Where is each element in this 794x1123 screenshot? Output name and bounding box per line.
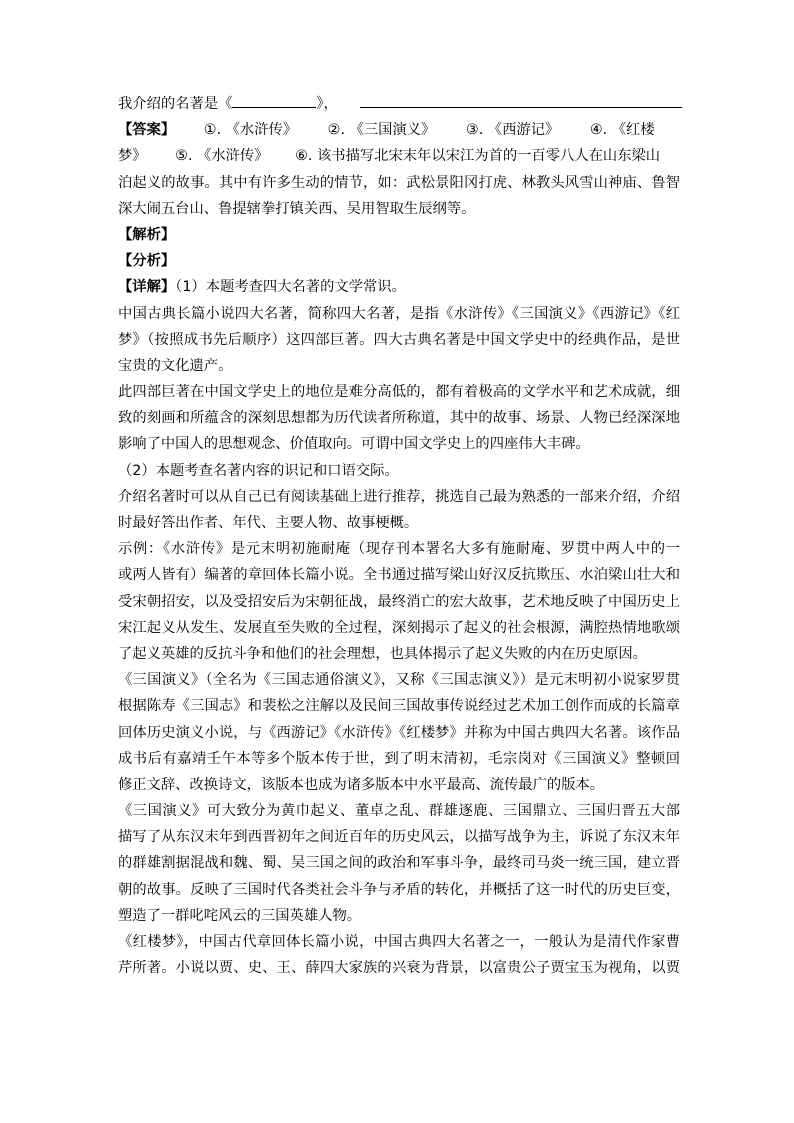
detail-text-line: 示例：《水浒传》是元末明初施耐庵（现存刊本署名大多有施耐庵、罗贯中两人中的一: [118, 541, 680, 558]
answer-item: 梦》: [118, 148, 147, 165]
detail-text-line: 时最好答出作者、年代、主要人物、故事梗概。: [118, 515, 419, 531]
answer-item: ③. 《西游记》: [465, 122, 560, 139]
answer-item: ⑤. 《水浒传》: [175, 148, 269, 165]
answer-line: [118, 143, 680, 169]
question-line: [118, 91, 680, 117]
document-page: [118, 91, 680, 981]
detail-text-line: 芹所著。小说以贾、史、王、薛四大家族的兴衰为背景，以富贵公子贾宝玉为视角，以贾: [118, 960, 680, 977]
book-title-blank: [232, 92, 316, 108]
answer-item: ④. 《红楼: [589, 122, 655, 139]
question-suffix: 》，: [316, 96, 338, 112]
detail-text-line: 梦》（按照成书先后顺序）这四部巨著。四大古典名著是中国文学史中的经典作品，是世: [118, 331, 680, 348]
detail-text-line: 的群雄割据混战和魏、蜀、吴三国之间的政治和军事斗争，最终司马炎一统三国，建立晋: [118, 855, 680, 872]
detail-first: （1）本题考查四大名著的文学常识。: [175, 279, 406, 296]
analysis-label: 【解析】: [118, 226, 176, 243]
detail-text-line: 宝贵的文化遗产。: [118, 357, 233, 374]
answer-item: ⑥. 该书描写北宋末年以宋江为首的一百零八人在山东梁山: [295, 148, 661, 165]
detail-text-line: 塑造了一群叱咤风云的三国英雄人物。: [118, 907, 362, 924]
detail-text-line: 致的刻画和所蕴含的深刻思想都为历代读者所称道，其中的故事、场景、人物已经深深地: [118, 410, 680, 427]
detail-text-line: 受宋朝招安，以及受招安后为宋朝征战，最终消亡的宏大故事，艺术地反映了中国历史上: [118, 593, 680, 610]
answer-line: [118, 117, 680, 143]
detail-text-line: 《红楼梦》，中国古代章回体长篇小说，中国古典四大名著之一，一般认为是清代作家曹: [118, 934, 680, 950]
detail-text-line: （2）本题考查名著内容的识记和口语交际。: [118, 462, 399, 479]
introduction-blank: [360, 92, 682, 108]
detail-text-line: 《三国演义》可大致分为黄巾起义、董卓之乱、群雄逐鹿、三国鼎立、三国归晋五大部: [118, 803, 680, 820]
detail-text-line: 影响了中国人的思想观念、价值取向。可谓中国文学史上的四座伟大丰碑。: [118, 436, 590, 453]
detail-text-line: 中国古典长篇小说四大名著，简称四大名著，是指《水浒传》《三国演义》《西游记》《红: [118, 305, 680, 322]
detail-text-line: 或两人皆有）编著的章回体长篇小说。全书通过描写梁山好汉反抗欺压、水泊梁山壮大和: [118, 567, 680, 584]
detail-text-line: 朝的故事。反映了三国时代各类社会斗争与矛盾的转化，并概括了这一时代的历史巨变，: [118, 881, 680, 898]
answer-text-line: 泊起义的故事。其中有许多生动的情节，如：武松景阳冈打虎、林教头风雪山神庙、鲁智: [118, 174, 680, 191]
fenxi-label: 【分析】: [118, 253, 176, 270]
detail-text-line: 了起义英雄的反抗斗争和他们的社会理想，也具体揭示了起义失败的内在历史原因。: [118, 645, 647, 662]
detail-body: [118, 301, 680, 982]
detail-text-line: 《三国演义》（全名为《三国志通俗演义》，又称《三国志演义》）是元末明初小说家罗贯: [118, 672, 680, 689]
detail-label: 【详解】: [118, 279, 176, 296]
detail-text-line: 根据陈寿《三国志》和裴松之注解以及民间三国故事传说经过艺术加工创作而成的长篇章: [118, 698, 680, 715]
detail-text-line: 回体历史演义小说，与《西游记》《水浒传》《红楼梦》并称为中国古典四大名著。该作品: [118, 724, 680, 741]
answer-item: ①. 《水浒传》: [203, 122, 298, 139]
detail-line: [118, 274, 680, 300]
answer-label: 【答案】: [118, 122, 176, 139]
answer-item: ②. 《三国演义》: [327, 122, 436, 139]
detail-text-line: 宋江起义从发生、发展直至失败的全过程，深刻揭示了起义的社会根源，满腔热情地歌颂: [118, 619, 680, 636]
detail-text-line: 介绍名著时可以从自己已有阅读基础上进行推荐，挑选自己最为熟悉的一部来介绍，介绍: [118, 488, 680, 505]
detail-text-line: 修正文辞、改换诗文，该版本也成为诸多版本中水平最高、流传最广的版本。: [118, 776, 605, 793]
question-prefix: 我介绍的名著是《: [118, 96, 233, 112]
detail-text-line: 成书后有嘉靖壬午本等多个版本传于世，到了明末清初，毛宗岗对《三国演义》整顿回: [118, 750, 680, 767]
detail-text-line: 此四部巨著在中国文学史上的地位是难分高低的，都有着极高的文学水平和艺术成就，细: [118, 384, 680, 401]
detail-text-line: 描写了从东汉末年到西晋初年之间近百年的历史风云，以描写战争为主，诉说了东汉末年: [118, 829, 680, 846]
answer-text-line: 深大闹五台山、鲁提辖拳打镇关西、吴用智取生辰纲等。: [118, 200, 476, 217]
